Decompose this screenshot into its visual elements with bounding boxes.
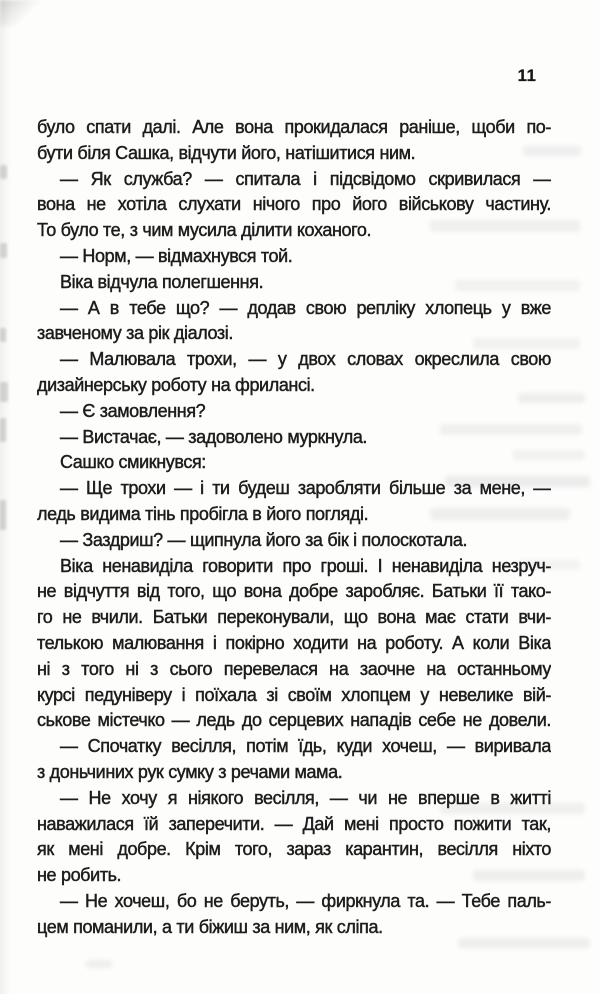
text-line: телькою малювання і покірно ходити на роботу. А коли Віка [37, 632, 551, 653]
page-gutter-shadow [0, 0, 11, 994]
bleed-through-artifact [86, 960, 112, 968]
text-line: було спати далі. Але вона прокидалася раніше, щоби по- [37, 117, 551, 137]
text-line: ледь видима тінь пробігла в його погляді. [37, 503, 369, 524]
scan-edge-artifact [0, 165, 7, 179]
text-line: го не вчили. Батьки переконували, що вона має стати вчи- [37, 607, 551, 628]
text-line: з доньчиних рук сумку з речами мама. [37, 761, 343, 782]
text-line: цем поманили, а ти біжиш за ним, як сліпа. [37, 916, 383, 937]
scan-corner-artifact [0, 0, 42, 26]
text-column [37, 115, 551, 941]
text-line: вона не хотіла слухати нічого про його військову частину. [37, 194, 551, 215]
text-line: — Є замовлення? [60, 400, 206, 421]
text-line: — Норм, — відмахнувся той. [60, 245, 293, 266]
scan-edge-artifact [0, 328, 6, 342]
text-line: — Не хочеш, бо не беруть, — фиркнула та. — Тебе паль- [60, 890, 551, 911]
text-line: завченому за рік діалозі. [37, 323, 233, 344]
text-line: То було те, з чим мусила ділити коханого. [37, 220, 372, 241]
text-line: — Як служба? — спитала і підсвідомо скривилася — [60, 168, 551, 189]
text-line: — Ще трохи — і ти будеш заробляти більше за мене, — [60, 478, 551, 499]
scan-edge-artifact [0, 382, 8, 402]
text-line: — Спочатку весілля, потім їдь, куди хочеш, — виривала [60, 736, 551, 757]
text-line: бути біля Сашка, відчути його, натішитися ним. [37, 142, 416, 163]
scan-edge-artifact [0, 500, 6, 530]
text-line: не відчуття від того, що вона добре заробляє. Батьки її тако- [37, 581, 551, 602]
text-line: — А в тебе що? — додав свою репліку хлопець у вже [60, 297, 551, 318]
text-line: — Заздриш? — щипнула його за бік і полоскотала. [60, 529, 468, 550]
page-number: 11 [517, 66, 537, 85]
text-line: не робить. [37, 865, 122, 886]
text-line: Віка ненавиділа говорити про гроші. І ненавиділа незруч- [60, 555, 551, 576]
text-line: ськове містечко — ледь до серцевих нападів себе не довели. [37, 710, 551, 731]
text-line: Сашко смикнувся: [60, 452, 206, 473]
scan-edge-artifact [0, 243, 7, 258]
text-line: курсі педуніверу і поїхала зі своїм хлопцем у невелике вій- [37, 684, 551, 705]
text-line: наважилася їй заперечити. — Дай мені просто пожити так, [37, 813, 551, 834]
text-line: ні з того ні з сього перевелася на заочне на останньому [37, 658, 551, 679]
text-line: — Вистачає, — задоволено муркнула. [60, 426, 368, 447]
text-line: як мені добре. Крім того, зараз карантин, весілля ніхто [37, 839, 551, 860]
text-line: — Не хочу я ніякого весілля, — чи не вперше в житті [60, 787, 551, 808]
text-line: — Малювала трохи, — у двох словах окреслила свою [60, 349, 551, 370]
scan-edge-artifact [0, 418, 6, 442]
text-line: дизайнерську роботу на фрилансі. [37, 374, 315, 395]
text-line: Віка відчула полегшення. [60, 271, 264, 292]
